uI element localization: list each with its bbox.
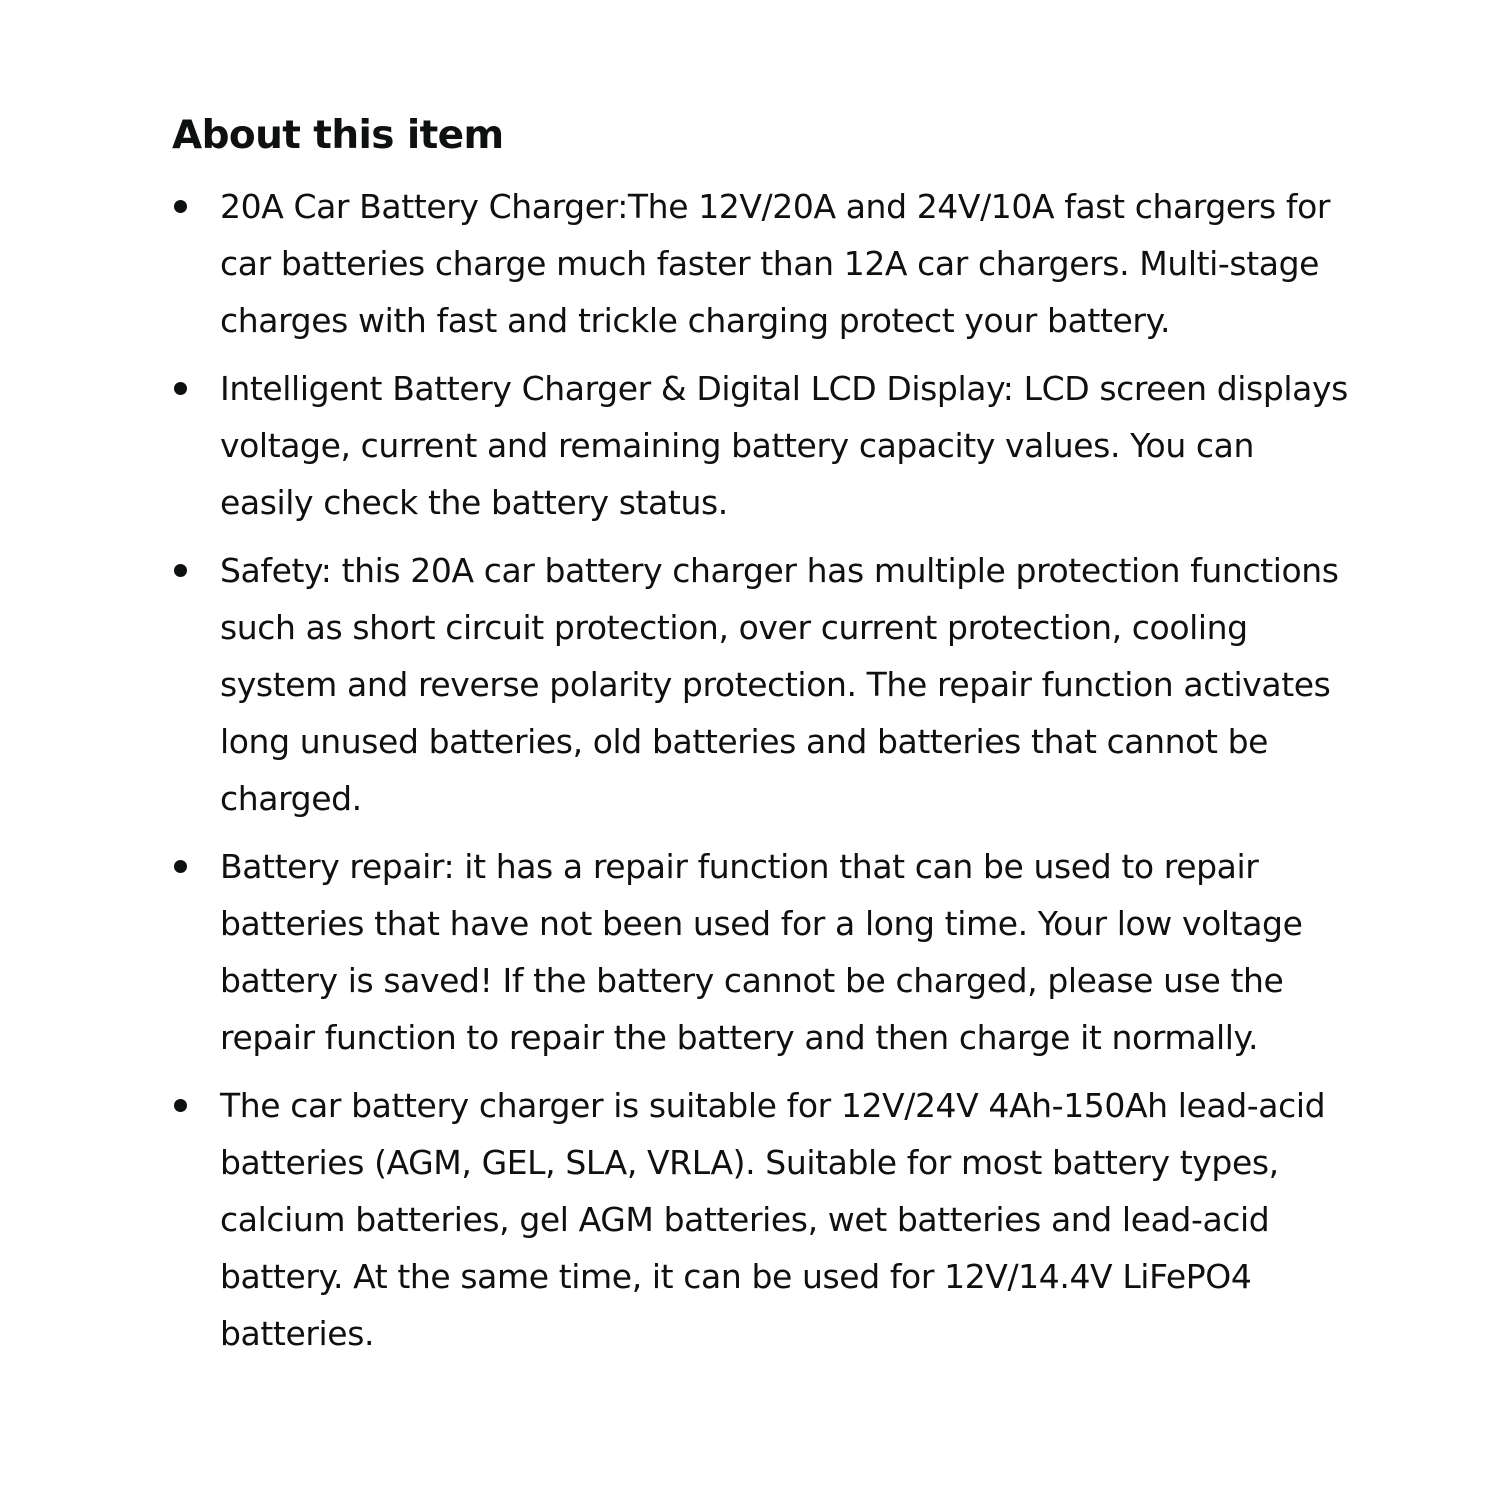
feature-bullet-text: 20A Car Battery Charger:The 12V/20A and 24V/10A fast chargers for car batteries charge much faster than 12A car chargers. Multi-stage charges with fast and trickle charging protect your battery. xyxy=(220,187,1331,340)
bullet-dot-icon xyxy=(174,1099,187,1112)
feature-bullet-list xyxy=(172,178,1372,1362)
feature-bullet xyxy=(172,838,1350,1066)
feature-bullet-text: Battery repair: it has a repair function that can be used to repair batteries that have not been used for a long time. Your low voltage battery is saved! If the battery cannot be charged, please use the repair function to repair the battery and then charge it normally. xyxy=(220,847,1303,1057)
feature-bullet xyxy=(172,1077,1350,1362)
section-heading: About this item xyxy=(172,113,504,158)
feature-bullet-text: Safety: this 20A car battery charger has multiple protection functions such as short circuit protection, over current protection, cooling system and reverse polarity protection. The repair function activates long unused batteries, old batteries and batteries that cannot be charged. xyxy=(220,551,1339,818)
feature-bullet xyxy=(172,542,1350,827)
bullet-dot-icon xyxy=(174,382,187,395)
feature-bullet xyxy=(172,360,1350,531)
feature-bullet xyxy=(172,178,1350,349)
bullet-dot-icon xyxy=(174,860,187,873)
about-this-item-section xyxy=(172,110,1372,1373)
bullet-dot-icon xyxy=(174,200,187,213)
feature-bullet-text: The car battery charger is suitable for 12V/24V 4Ah-150Ah lead-acid batteries (AGM, GEL, SLA, VRLA). Suitable for most battery types, calcium batteries, gel AGM batteries, wet batteries and lead-acid battery. At the same time, it can be used for 12V/14.4V LiFePO4 batteries. xyxy=(220,1086,1326,1353)
feature-bullet-text: Intelligent Battery Charger & Digital LCD Display: LCD screen displays voltage, current and remaining battery capacity values. You can easily check the battery status. xyxy=(220,369,1348,522)
bullet-dot-icon xyxy=(174,564,187,577)
